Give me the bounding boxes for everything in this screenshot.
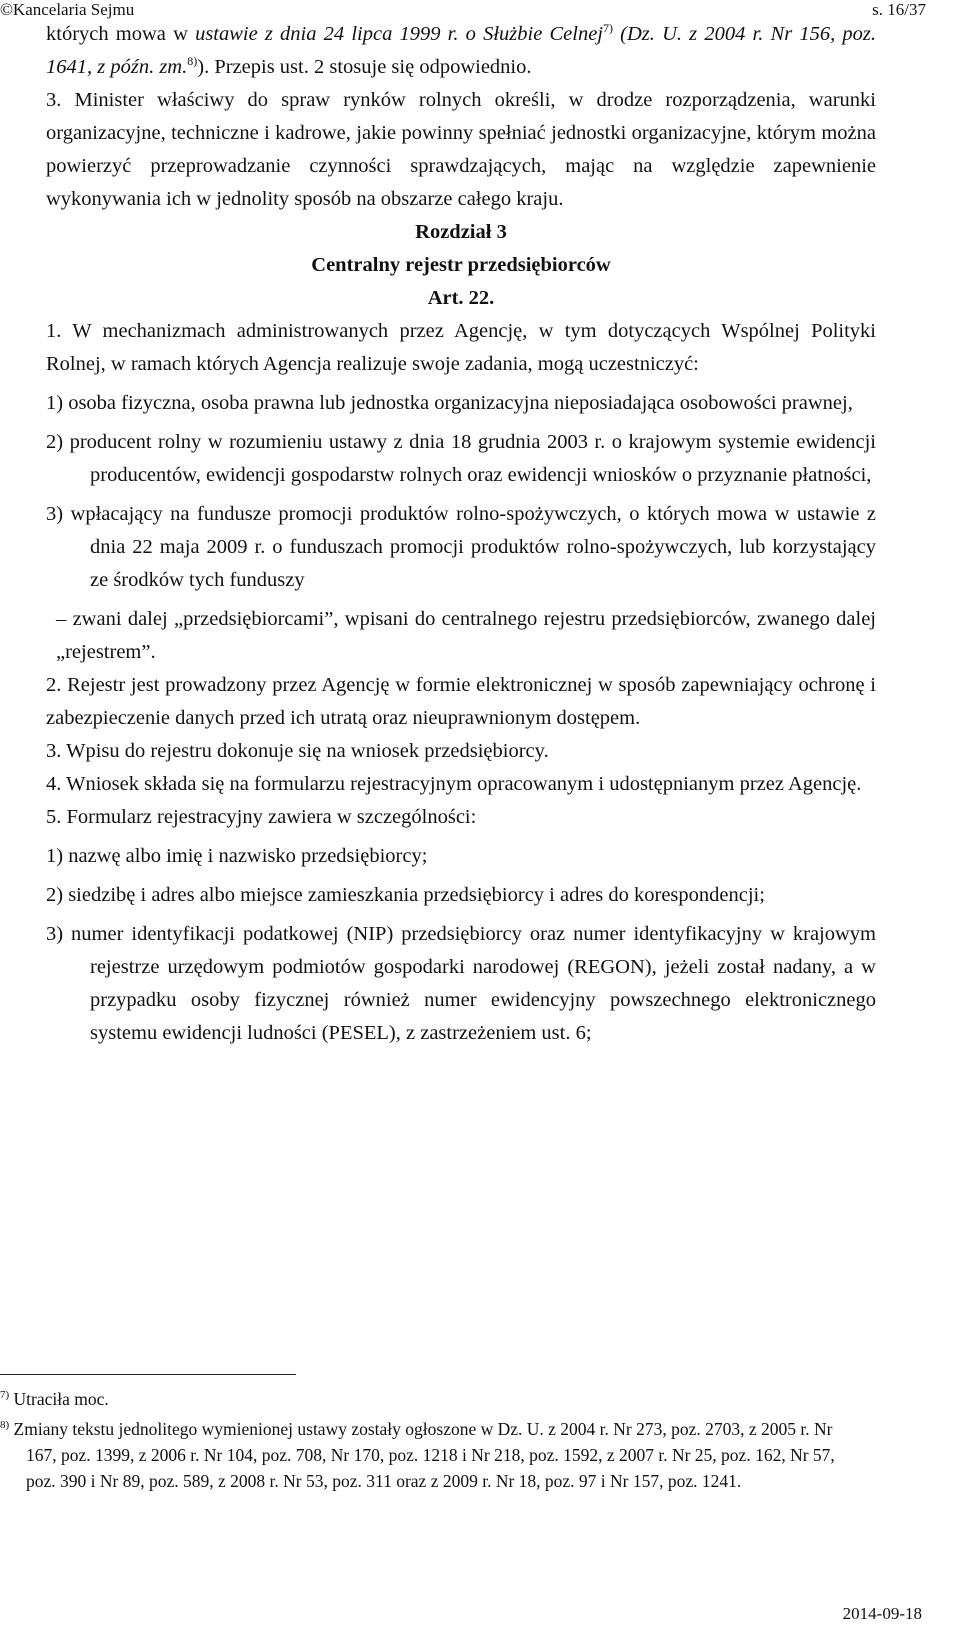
cited-act: ustawie z dnia 24 lipca 1999 r. o Służbie Celnej <box>195 23 603 45</box>
list-item: 3) wpłacający na fundusze promocji produktów rolno-spożywczych, o których mowa w ustawie z dnia 22 maja 2009 r. o funduszach promocji produktów rolno-spożywczych, lub korzystający ze środków tych funduszy <box>46 503 876 591</box>
footnotes <box>0 1386 860 1498</box>
list-item: 1) nazwę albo imię i nazwisko przedsiębiorcy; <box>46 845 428 867</box>
document-body <box>46 18 876 1056</box>
chapter-number: Rozdział 3 <box>415 221 507 243</box>
header-copyright: ©Kancelaria Sejmu <box>0 0 135 19</box>
list-item: 3) numer identyfikacji podatkowej (NIP) przedsiębiorcy oraz numer identyfikacyjny w krajowym rejestrze urzędowym podmiotów gospodarki narodowej (REGON), jeżeli został nadany, a w przypadku osoby fizycznej również numer ewidencyjny powszechnego elektronicznego systemu ewidencji ludności (PESEL), z zastrzeżeniem ust. 6; <box>46 923 876 1044</box>
footer-date: 2014-09-18 <box>842 1604 922 1623</box>
footnote-7 <box>0 1386 860 1412</box>
art22-paragraph-4: 4. Wniosek składa się na formularzu rejestracyjnym opracowanym i udostępnianym przez Agencję. <box>46 773 862 795</box>
footnote-ref-8: 8) <box>187 54 198 69</box>
art22-summary-clause: – zwani dalej „przedsiębiorcami”, wpisani do centralnego rejestru przedsiębiorców, zwanego dalej „rejestrem”. <box>56 608 876 663</box>
footnote-ref-7: 7) <box>603 21 613 36</box>
art22-paragraph-2: 2. Rejestr jest prowadzony przez Agencję w formie elektronicznej w sposób zapewniający ochronę i zabezpieczenie danych przed ich utratą oraz nieuprawnionym dostępem. <box>46 674 876 729</box>
paragraph-3: 3. Minister właściwy do spraw rynków rolnych określi, w drodze rozporządzenia, warunki organizacyjne, techniczne i kadrowe, jakie powinny spełniać jednostki organizacyjne, którym można powierzyć przeprowadzanie czynności sprawdzających, mając na względzie zapewnienie wykonywania ich w jednolity sposób na obszarze całego kraju. <box>46 89 876 210</box>
art22-paragraph-5: 5. Formularz rejestracyjny zawiera w szczególności: <box>46 806 477 828</box>
list-item: 2) siedzibę i adres albo miejsce zamieszkania przedsiębiorcy i adres do korespondencji; <box>46 884 765 906</box>
footnote-text: Utraciła moc. <box>9 1389 109 1409</box>
footnote-8 <box>0 1416 860 1494</box>
footnote-text: Zmiany tekstu jednolitego wymienionej ustawy zostały ogłoszone w Dz. U. z 2004 r. Nr 273, poz. 2703, z 2005 r. Nr 167, poz. 1399, z 2006 r. Nr 104, poz. 708, Nr 170, poz. 1218 i Nr 218, poz. 1592, z 2007 r. Nr 25, poz. 162, Nr 57, poz. 390 i Nr 89, poz. 589, z 2008 r. Nr 53, poz. 311 oraz z 2009 r. Nr 18, poz. 97 i Nr 157, poz. 1241. <box>9 1419 835 1491</box>
footnote-mark: 7) <box>0 1389 10 1402</box>
list-item: 2) producent rolny w rozumieniu ustawy z dnia 18 grudnia 2003 r. o krajowym systemie ewidencji producentów, ewidencji gospodarstw rolnych oraz ewidencji wniosków o przyznanie płatności, <box>46 431 876 486</box>
chapter-title: Centralny rejestr przedsiębiorców <box>311 254 611 276</box>
continuation-paragraph <box>46 18 876 84</box>
article-number: Art. 22. <box>427 287 495 309</box>
page-number: s. 16/37 <box>872 0 926 19</box>
cited-journal: (Dz. U. z 2004 r. Nr 156, poz. 1641, z późn. zm. <box>46 23 876 78</box>
art22-p1-list <box>2 387 876 597</box>
art22-p5-list <box>2 840 876 1050</box>
footnote-mark: 8) <box>0 1419 10 1432</box>
footnote-separator <box>0 1374 296 1375</box>
continuation-text-end: ). Przepis ust. 2 stosuje się odpowiednio. <box>197 56 532 78</box>
art22-paragraph-3: 3. Wpisu do rejestru dokonuje się na wniosek przedsiębiorcy. <box>46 740 549 762</box>
continuation-text: których mowa w <box>46 23 196 45</box>
list-item: 1) osoba fizyczna, osoba prawna lub jednostka organizacyjna nieposiadająca osobowości prawnej, <box>46 392 853 414</box>
art22-paragraph-1: 1. W mechanizmach administrowanych przez Agencję, w tym dotyczących Wspólnej Polityki Rolnej, w ramach których Agencja realizuje swoje zadania, mogą uczestniczyć: <box>46 320 876 375</box>
